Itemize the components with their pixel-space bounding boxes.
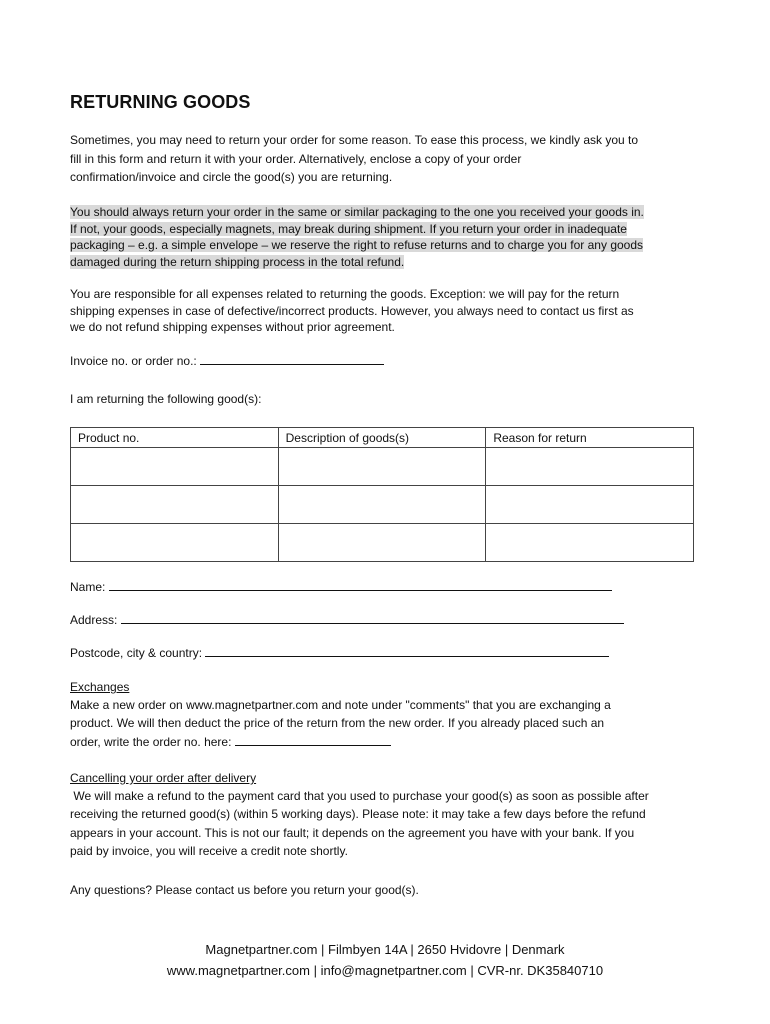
table-header-row bbox=[71, 428, 694, 448]
table-row bbox=[71, 524, 694, 562]
header-reason: Reason for return bbox=[486, 428, 694, 448]
footer-address: Magnetpartner.com | Filmbyen 14A | 2650 Hvidovre | Denmark bbox=[205, 942, 565, 957]
address-field bbox=[70, 612, 624, 627]
expenses-line: we do not refund shipping expenses without prior agreement. bbox=[70, 320, 395, 334]
exchanges-line: Make a new order on www.magnetpartner.com and note under "comments" that you are exchanging a bbox=[70, 698, 611, 713]
intro-line: confirmation/invoice and circle the good(s) you are returning. bbox=[70, 170, 393, 184]
intro-line: Sometimes, you may need to return your order for some reason. To ease this process, we kindly ask you to bbox=[70, 133, 639, 147]
address-label: Address: bbox=[70, 613, 118, 627]
reason-cell[interactable] bbox=[486, 448, 694, 486]
exchanges-line: order, write the order no. here: bbox=[70, 734, 232, 749]
description-cell[interactable] bbox=[278, 524, 486, 562]
expenses-paragraph bbox=[70, 286, 700, 336]
intro-paragraph bbox=[70, 131, 700, 187]
cancelling-heading: Cancelling your order after delivery bbox=[70, 771, 257, 785]
invoice-field bbox=[70, 353, 384, 368]
exchange-order-input-line[interactable] bbox=[235, 734, 391, 746]
expenses-line: You are responsible for all expenses related to returning the goods. Exception: we will pay for the return bbox=[70, 287, 620, 301]
product-no-cell[interactable] bbox=[71, 486, 279, 524]
header-product-no: Product no. bbox=[71, 428, 279, 448]
questions-text: Any questions? Please contact us before you return your good(s). bbox=[70, 883, 419, 897]
postcode-field bbox=[70, 645, 609, 660]
description-cell[interactable] bbox=[278, 448, 486, 486]
postcode-input-line[interactable] bbox=[205, 645, 609, 657]
reason-cell[interactable] bbox=[486, 486, 694, 524]
cancelling-section bbox=[70, 769, 710, 860]
product-no-cell[interactable] bbox=[71, 524, 279, 562]
table-row bbox=[71, 448, 694, 486]
name-input-line[interactable] bbox=[109, 579, 612, 591]
warning-line: If not, your goods, especially magnets, may break during shipment. If you return your order in inadequate bbox=[70, 221, 627, 236]
address-input-line[interactable] bbox=[121, 612, 624, 624]
cancelling-line: appears in your account. This is not our fault; it depends on the agreement you have with your bank. If you bbox=[70, 825, 635, 840]
packaging-warning-paragraph bbox=[70, 204, 700, 270]
table-row bbox=[71, 486, 694, 524]
name-field bbox=[70, 579, 612, 594]
cancelling-line: We will make a refund to the payment card that you used to purchase your good(s) as soon as possible after bbox=[70, 789, 649, 804]
description-cell[interactable] bbox=[278, 486, 486, 524]
name-label: Name: bbox=[70, 580, 106, 594]
reason-cell[interactable] bbox=[486, 524, 694, 562]
footer-contact: www.magnetpartner.com | info@magnetpartner.com | CVR-nr. DK35840710 bbox=[166, 963, 604, 978]
exchanges-section bbox=[70, 678, 710, 751]
footer bbox=[0, 939, 770, 981]
page-title: RETURNING GOODS bbox=[70, 92, 251, 112]
expenses-line: shipping expenses in case of defective/incorrect products. However, you always need to contact us first as bbox=[70, 303, 634, 318]
returned-goods-table bbox=[70, 427, 694, 562]
invoice-input-line[interactable] bbox=[200, 353, 384, 365]
header-description: Description of goods(s) bbox=[278, 428, 486, 448]
postcode-label: Postcode, city & country: bbox=[70, 646, 203, 660]
exchanges-heading: Exchanges bbox=[70, 680, 130, 694]
returning-label: I am returning the following good(s): bbox=[70, 392, 262, 406]
invoice-label: Invoice no. or order no.: bbox=[70, 354, 197, 368]
cancelling-line: receiving the returned good(s) (within 5 working days). Please note: it may take a few days before the refund bbox=[70, 807, 646, 822]
cancelling-line: paid by invoice, you will receive a credit note shortly. bbox=[70, 843, 348, 858]
product-no-cell[interactable] bbox=[71, 448, 279, 486]
warning-line: damaged during the return shipping process in the total refund. bbox=[70, 254, 405, 269]
intro-line: fill in this form and return it with your order. Alternatively, enclose a copy of your order bbox=[70, 151, 522, 166]
warning-line: packaging – e.g. a simple envelope – we reserve the right to refuse returns and to charge you for any goods bbox=[70, 238, 644, 252]
exchanges-line: product. We will then deduct the price of the return from the new order. If you already placed such an bbox=[70, 716, 605, 731]
warning-line: You should always return your order in the same or similar packaging to the one you received your goods in. bbox=[70, 205, 644, 219]
